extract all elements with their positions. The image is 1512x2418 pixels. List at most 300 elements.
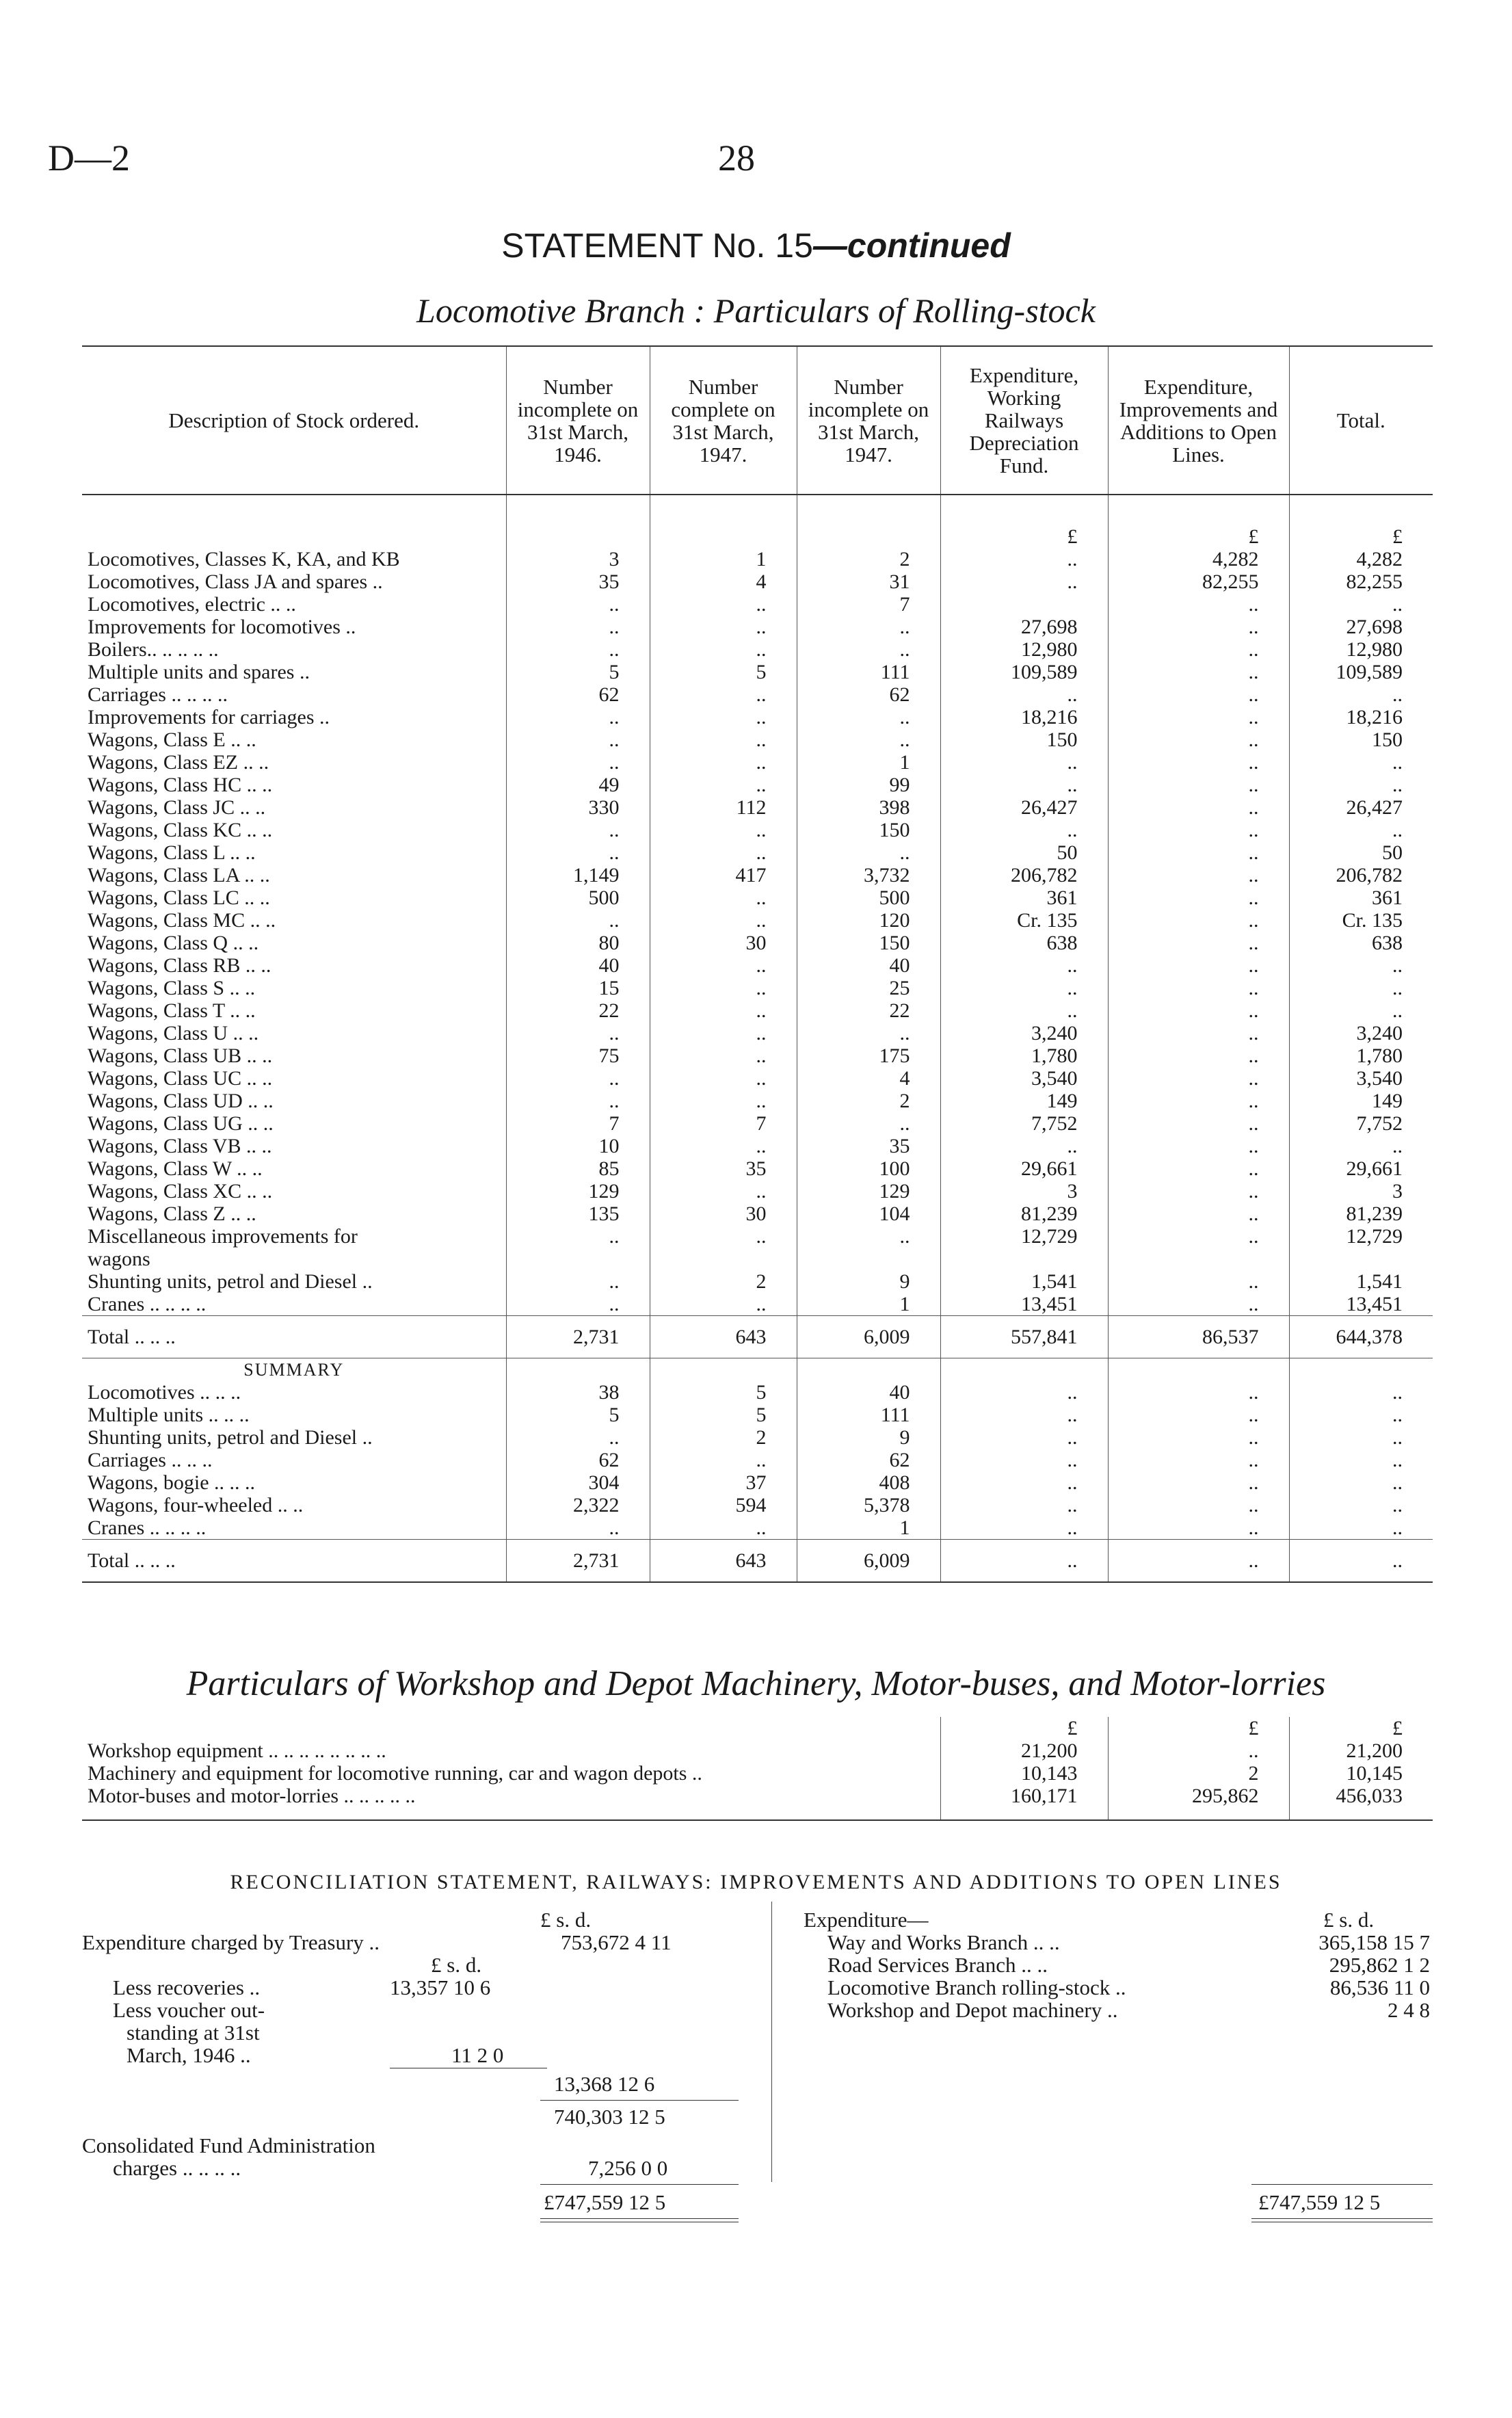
row-value: ..: [940, 999, 1108, 1022]
row-value: ..: [1289, 1404, 1433, 1426]
row-value: ..: [650, 977, 797, 999]
row-value: ..: [650, 1090, 797, 1112]
row-value: 104: [797, 1203, 940, 1225]
row-description: Multiple units .. .. ..: [88, 1404, 250, 1426]
row-value: ..: [940, 1516, 1108, 1540]
row-value: ..: [940, 954, 1108, 977]
row-value: ..: [650, 774, 797, 796]
row-value: 2: [650, 1270, 797, 1293]
row-description: Shunting units, petrol and Diesel ..: [88, 1426, 373, 1449]
row-value: 594: [650, 1494, 797, 1516]
row-value: 149: [1289, 1090, 1433, 1112]
row-value: ..: [650, 954, 797, 977]
row-value: ..: [1289, 683, 1433, 706]
row-value: 26,427: [1289, 796, 1433, 819]
row-value: 120: [797, 909, 940, 932]
row-value: ..: [650, 1293, 797, 1316]
table-row: [82, 864, 1433, 886]
row-value: 330: [506, 796, 650, 819]
unit-cell: [650, 523, 797, 548]
row-value: 27,698: [940, 616, 1108, 638]
rec-voucher-value: 11 2 0: [451, 2043, 504, 2067]
summary-total-row: [82, 1540, 1433, 1583]
row-value: ..: [650, 1044, 797, 1067]
unit-cell: £: [1289, 1717, 1433, 1739]
row-value: ..: [1289, 1494, 1433, 1516]
row-value: 109,589: [940, 661, 1108, 683]
machinery-value: 2: [1108, 1762, 1289, 1785]
row-value: 25: [797, 977, 940, 999]
machinery-description: Workshop equipment .. .. .. .. .. .. .. ..: [88, 1739, 386, 1762]
rec-item-label: Locomotive Branch rolling-stock ..: [827, 1975, 1126, 1999]
table-row: [82, 1180, 1433, 1203]
row-value: 4: [650, 570, 797, 593]
row-value: ..: [650, 1180, 797, 1203]
row-value: ..: [650, 728, 797, 751]
row-value: 3,540: [940, 1067, 1108, 1090]
row-value: ..: [650, 683, 797, 706]
row-value: 12,980: [1289, 638, 1433, 661]
machinery-value: 456,033: [1289, 1785, 1433, 1807]
row-value: ..: [1108, 1203, 1289, 1225]
machinery-end-rule: [82, 1807, 1433, 1820]
table-row: [82, 999, 1433, 1022]
row-value: ..: [940, 683, 1108, 706]
row-value: 398: [797, 796, 940, 819]
row-value: ..: [1108, 1270, 1289, 1293]
table-row: [82, 1270, 1433, 1293]
rec-right-grand-total: £747,559 12 5: [1258, 2190, 1381, 2214]
row-description: Wagons, Class MC .. ..: [88, 909, 276, 932]
row-value: ..: [1108, 1135, 1289, 1157]
row-value: 12,980: [940, 638, 1108, 661]
row-value: 1,149: [506, 864, 650, 886]
row-value: ..: [1108, 1293, 1289, 1316]
row-description: Wagons, Class HC .. ..: [88, 774, 273, 796]
machinery-value: 160,171: [940, 1785, 1108, 1807]
summary-row: [82, 1404, 1433, 1426]
row-description: Boilers.. .. .. .. ..: [88, 638, 219, 661]
row-value: ..: [650, 841, 797, 864]
machinery-units-row: [82, 1717, 1433, 1739]
row-value: ..: [797, 1022, 940, 1044]
page-number: 28: [718, 137, 755, 179]
row-value: ..: [650, 616, 797, 638]
row-value: 82,255: [1289, 570, 1433, 593]
row-value: ..: [1108, 706, 1289, 728]
row-value: 135: [506, 1203, 650, 1225]
row-description: Wagons, Class UC .. ..: [88, 1067, 273, 1090]
row-value: ..: [1108, 1157, 1289, 1180]
table-row: [82, 1044, 1433, 1067]
row-value: ..: [1289, 1135, 1433, 1157]
row-description: Cranes .. .. .. ..: [88, 1293, 207, 1315]
row-value: ..: [797, 728, 940, 751]
rec-item-label: Workshop and Depot machinery ..: [827, 1998, 1118, 2022]
row-value: 4: [797, 1067, 940, 1090]
row-description: Wagons, Class T .. ..: [88, 999, 256, 1022]
row-value: ..: [1108, 593, 1289, 616]
col-description: Description of Stock ordered.: [82, 346, 506, 495]
row-value: 3: [1289, 1180, 1433, 1203]
statement-subtitle: Locomotive Branch : Particulars of Rolling-stock: [416, 291, 1096, 330]
row-value: 62: [506, 683, 650, 706]
row-value: 111: [797, 1404, 940, 1426]
row-value: ..: [940, 548, 1108, 570]
row-value: ..: [506, 1293, 650, 1316]
rec-left-grand-total: £747,559 12 5: [544, 2190, 666, 2214]
row-value: [797, 1248, 940, 1270]
row-value: [650, 1248, 797, 1270]
row-value: ..: [1108, 1426, 1289, 1449]
row-value: ..: [1108, 1494, 1289, 1516]
row-value: 13,451: [940, 1293, 1108, 1316]
rec-less-total: 13,368 12 6: [554, 2072, 655, 2096]
rec-item-value: 365,158 15 7: [1318, 1930, 1430, 1954]
row-value: ..: [506, 1090, 650, 1112]
unit-cell: £: [1289, 523, 1433, 548]
row-value: ..: [1289, 751, 1433, 774]
row-description: Locomotives, Class JA and spares ..: [88, 570, 383, 593]
unit-cell: £: [940, 523, 1108, 548]
rec-rule: [540, 2100, 739, 2101]
row-value: ..: [797, 706, 940, 728]
row-value: 1,780: [1289, 1044, 1433, 1067]
row-value: ..: [1108, 999, 1289, 1022]
row-value: ..: [1108, 1180, 1289, 1203]
row-value: ..: [1108, 661, 1289, 683]
row-value: 82,255: [1108, 570, 1289, 593]
row-value: 26,427: [940, 796, 1108, 819]
row-value: 1: [650, 548, 797, 570]
row-value: [1108, 1248, 1289, 1270]
row-value: Cr. 135: [940, 909, 1108, 932]
table-row: [82, 751, 1433, 774]
rec-consolidated-value: 7,256 0 0: [588, 2156, 668, 2180]
row-description: Wagons, Class LC .. ..: [88, 886, 270, 909]
row-value: 206,782: [940, 864, 1108, 886]
row-value: 2: [650, 1426, 797, 1449]
row-value: 35: [506, 570, 650, 593]
row-description: Wagons, Class UG .. ..: [88, 1112, 274, 1135]
rec-rule: [1251, 2184, 1433, 2185]
row-value: 150: [797, 819, 940, 841]
col-incomplete-1947: Number incomplete on 31st March, 1947.: [797, 346, 940, 495]
row-value: 361: [940, 886, 1108, 909]
rec-rule: [540, 2184, 739, 2185]
empty-cell: [506, 1358, 650, 1382]
rec-subtotal: 740,303 12 5: [554, 2105, 665, 2129]
rec-right-heading: Expenditure—: [804, 1908, 929, 1932]
row-value: ..: [1108, 774, 1289, 796]
machinery-row: [82, 1762, 1433, 1785]
row-value: 40: [506, 954, 650, 977]
row-value: ..: [940, 819, 1108, 841]
row-value: 417: [650, 864, 797, 886]
row-value: 30: [650, 932, 797, 954]
rec-double-rule: [1251, 2218, 1433, 2222]
col-depreciation-fund: Expenditure, Working Railways Depreciation Fund.: [940, 346, 1108, 495]
row-value: 3,732: [797, 864, 940, 886]
row-value: ..: [797, 1225, 940, 1248]
summary-row: [82, 1516, 1433, 1540]
table-row: [82, 1225, 1433, 1248]
rec-right-header: £ s. d.: [1323, 1908, 1375, 1932]
table-row: [82, 954, 1433, 977]
row-value: 7: [506, 1112, 650, 1135]
row-value: ..: [650, 1022, 797, 1044]
row-value: 62: [506, 1449, 650, 1471]
rec-expenditure-label: Expenditure charged by Treasury ..: [82, 1930, 380, 1954]
row-value: ..: [1289, 593, 1433, 616]
row-value: 22: [506, 999, 650, 1022]
row-value: ..: [940, 1426, 1108, 1449]
row-value: 175: [797, 1044, 940, 1067]
row-value: 2: [797, 1090, 940, 1112]
row-value: 5: [506, 1404, 650, 1426]
unit-cell: £: [1108, 523, 1289, 548]
table-row: [82, 1293, 1433, 1316]
units-row: [82, 523, 1433, 548]
row-description: Locomotives .. .. ..: [88, 1381, 241, 1404]
row-value: ..: [940, 1404, 1108, 1426]
table-row: [82, 841, 1433, 864]
table-row: [82, 1067, 1433, 1090]
row-value: 638: [940, 932, 1108, 954]
row-description: Wagons, Class EZ .. ..: [88, 751, 269, 774]
empty-cell: [650, 1358, 797, 1382]
row-value: 18,216: [940, 706, 1108, 728]
row-value: 7,752: [940, 1112, 1108, 1135]
rec-voucher-label-1: Less voucher out-: [113, 1998, 265, 2022]
row-description: Wagons, Class UD .. ..: [88, 1090, 274, 1112]
summary-heading-row: [82, 1358, 1433, 1382]
row-value: ..: [506, 909, 650, 932]
row-value: 109,589: [1289, 661, 1433, 683]
row-value: 644,378: [1289, 1316, 1433, 1358]
row-value: 4,282: [1108, 548, 1289, 570]
row-value: 31: [797, 570, 940, 593]
row-value: 27,698: [1289, 616, 1433, 638]
row-value: 5: [650, 1381, 797, 1404]
row-value: 1: [797, 1293, 940, 1316]
row-value: ..: [1108, 886, 1289, 909]
machinery-value: ..: [1108, 1739, 1289, 1762]
row-value: 638: [1289, 932, 1433, 954]
row-description: Wagons, Class Z .. ..: [88, 1203, 256, 1225]
machinery-row: [82, 1785, 1433, 1807]
row-value: 150: [797, 932, 940, 954]
row-description: Wagons, four-wheeled .. ..: [88, 1494, 304, 1516]
table-row: [82, 638, 1433, 661]
empty-cell: [1108, 1807, 1289, 1820]
machinery-value: 10,145: [1289, 1762, 1433, 1785]
row-value: ..: [940, 977, 1108, 999]
row-value: ..: [506, 728, 650, 751]
row-value: 206,782: [1289, 864, 1433, 886]
row-description: Miscellaneous improvements for: [88, 1225, 358, 1248]
row-value: 13,451: [1289, 1293, 1433, 1316]
row-description: Wagons, Class S .. ..: [88, 977, 256, 999]
page-section-ref: D—2: [48, 137, 130, 179]
spacer-row: [82, 495, 1433, 523]
row-value: 50: [940, 841, 1108, 864]
rec-item-value: 295,862 1 2: [1329, 1953, 1430, 1977]
row-value: ..: [650, 1449, 797, 1471]
summary-row: [82, 1449, 1433, 1471]
row-value: ..: [650, 593, 797, 616]
row-description: Locomotives, electric .. ..: [88, 593, 296, 616]
row-value: [1289, 1248, 1433, 1270]
row-value: ..: [1108, 1404, 1289, 1426]
row-value: ..: [1108, 841, 1289, 864]
row-value: ..: [650, 706, 797, 728]
row-value: ..: [1108, 1225, 1289, 1248]
row-value: ..: [940, 774, 1108, 796]
table-row: [82, 819, 1433, 841]
machinery-value: 10,143: [940, 1762, 1108, 1785]
row-value: ..: [940, 751, 1108, 774]
row-value: ..: [1108, 1449, 1289, 1471]
row-value: 5,378: [797, 1494, 940, 1516]
rec-voucher-label-3: March, 1946 ..: [127, 2043, 251, 2067]
row-description: Cranes .. .. .. ..: [88, 1516, 207, 1539]
row-value: 2,731: [506, 1540, 650, 1583]
unit-cell: £: [1108, 1717, 1289, 1739]
row-value: ..: [1289, 1540, 1433, 1583]
row-description: Wagons, Class KC .. ..: [88, 819, 273, 841]
row-value: 3,240: [1289, 1022, 1433, 1044]
row-value: 129: [506, 1180, 650, 1203]
row-value: ..: [506, 1225, 650, 1248]
rec-item-value: 86,536 11 0: [1329, 1975, 1430, 1999]
statement-title-text: STATEMENT No. 15: [501, 226, 813, 265]
row-value: 111: [797, 661, 940, 683]
table-body: [82, 495, 1433, 1582]
table-row: [82, 661, 1433, 683]
row-value: 1,541: [940, 1270, 1108, 1293]
row-value: 38: [506, 1381, 650, 1404]
rec-recoveries-value: 13,357 10 6: [390, 1975, 491, 1999]
row-value: 304: [506, 1471, 650, 1494]
row-value: 150: [940, 728, 1108, 751]
rec-expenditure-value: 753,672 4 11: [561, 1930, 672, 1954]
col-improvements: Expenditure, Improvements and Additions to Open Lines.: [1108, 346, 1289, 495]
row-value: ..: [650, 909, 797, 932]
summary-heading: SUMMARY: [243, 1360, 345, 1380]
row-value: ..: [1108, 977, 1289, 999]
row-value: 12,729: [1289, 1225, 1433, 1248]
row-value: ..: [940, 1494, 1108, 1516]
table-row: [82, 616, 1433, 638]
row-value: ..: [506, 751, 650, 774]
row-value: 1,780: [940, 1044, 1108, 1067]
table-header-row: [82, 346, 1433, 495]
rec-voucher-label-2: standing at 31st: [127, 2021, 260, 2045]
empty-cell: [940, 1807, 1108, 1820]
summary-row: [82, 1494, 1433, 1516]
row-value: 7: [650, 1112, 797, 1135]
row-description: Wagons, Class RB .. ..: [88, 954, 271, 977]
rec-item-value: 2 4 8: [1388, 1998, 1430, 2022]
row-description: Wagons, Class W .. ..: [88, 1157, 263, 1180]
row-value: 2,731: [506, 1316, 650, 1358]
statement-continued: —continued: [812, 226, 1011, 265]
row-description: Shunting units, petrol and Diesel ..: [88, 1270, 373, 1293]
table-row: [82, 909, 1433, 932]
row-description: Wagons, Class E .. ..: [88, 728, 256, 751]
row-value: ..: [650, 819, 797, 841]
row-description: Carriages .. .. .. ..: [88, 683, 228, 706]
row-value: 2,322: [506, 1494, 650, 1516]
row-value: 29,661: [1289, 1157, 1433, 1180]
row-value: ..: [1289, 774, 1433, 796]
table-row: [82, 1112, 1433, 1135]
row-value: 643: [650, 1316, 797, 1358]
row-value: 5: [506, 661, 650, 683]
row-value: ..: [1108, 1090, 1289, 1112]
row-value: ..: [506, 1270, 650, 1293]
row-value: 3: [506, 548, 650, 570]
row-value: ..: [1108, 1112, 1289, 1135]
row-value: Cr. 135: [1289, 909, 1433, 932]
row-value: ..: [506, 841, 650, 864]
table-row: [82, 728, 1433, 751]
col-incomplete-1946: Number incomplete on 31st March, 1946.: [506, 346, 650, 495]
row-value: 4,282: [1289, 548, 1433, 570]
row-value: 86,537: [1108, 1316, 1289, 1358]
row-value: 35: [797, 1135, 940, 1157]
row-value: 6,009: [797, 1316, 940, 1358]
machinery-description: Motor-buses and motor-lorries .. .. .. .. ..: [88, 1785, 416, 1807]
row-value: ..: [1289, 1426, 1433, 1449]
table-row: [82, 706, 1433, 728]
row-value: 30: [650, 1203, 797, 1225]
row-value: 80: [506, 932, 650, 954]
row-value: 149: [940, 1090, 1108, 1112]
row-value: ..: [1108, 1471, 1289, 1494]
rec-consolidated-label-2: charges .. .. .. ..: [113, 2156, 241, 2180]
row-value: ..: [1289, 1449, 1433, 1471]
row-value: ..: [797, 841, 940, 864]
summary-row: [82, 1381, 1433, 1404]
table-row: [82, 570, 1433, 593]
summary-row: [82, 1426, 1433, 1449]
row-value: ..: [1108, 638, 1289, 661]
row-value: ..: [650, 638, 797, 661]
row-value: ..: [1289, 999, 1433, 1022]
row-value: ..: [1108, 864, 1289, 886]
row-value: 1,541: [1289, 1270, 1433, 1293]
row-value: 2: [797, 548, 940, 570]
row-value: 22: [797, 999, 940, 1022]
table-row: [82, 593, 1433, 616]
table-row: [82, 1203, 1433, 1225]
row-value: [940, 1248, 1108, 1270]
row-value: ..: [940, 1540, 1108, 1583]
row-value: 3,540: [1289, 1067, 1433, 1090]
row-value: ..: [1108, 1381, 1289, 1404]
row-description: Wagons, Class XC .. ..: [88, 1180, 273, 1203]
row-value: ..: [650, 751, 797, 774]
table-row: [82, 1022, 1433, 1044]
row-value: ..: [1289, 954, 1433, 977]
row-description: Total .. .. ..: [82, 1316, 506, 1358]
row-value: 129: [797, 1180, 940, 1203]
unit-cell: £: [940, 1717, 1108, 1739]
rec-recoveries-label: Less recoveries ..: [113, 1975, 261, 1999]
row-value: 557,841: [940, 1316, 1108, 1358]
